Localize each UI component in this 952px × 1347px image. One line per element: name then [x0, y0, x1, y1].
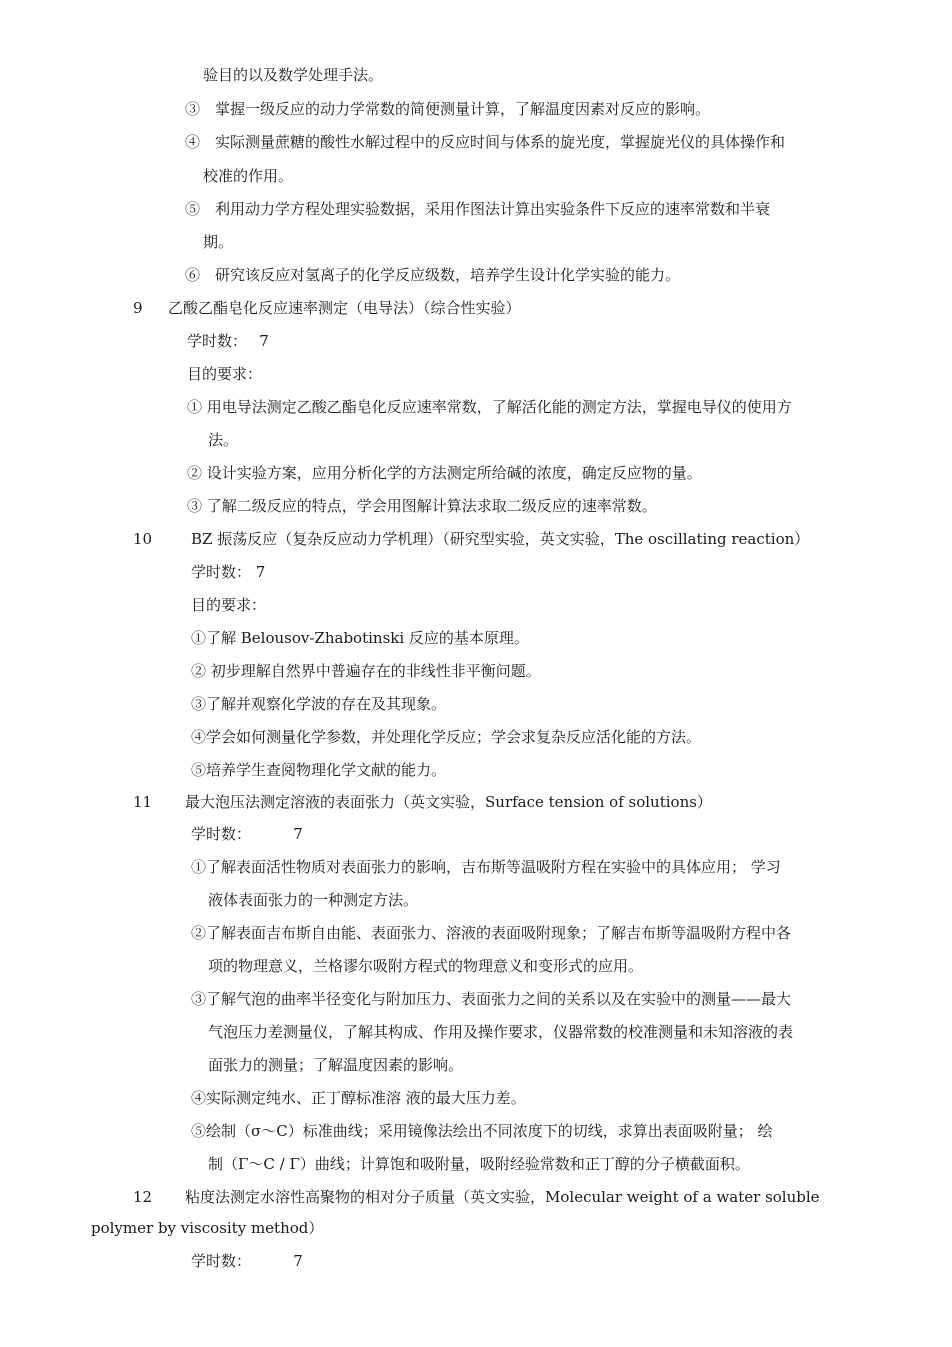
section-title: 粘度法测定水溶性高聚物的相对分子质量（英文实验，Molecular weight of a water soluble [185, 1188, 820, 1206]
section-number: 11 [133, 793, 153, 811]
text-line: 期。 [203, 233, 234, 251]
objective-item: ③ 了解二级反应的特点，学会用图解计算法求取二级反应的速率常数。 [187, 497, 657, 515]
hours-line: 学时数： 7 [191, 1252, 303, 1270]
requirements-heading: 目的要求： [187, 365, 263, 383]
objective-item: ② 初步理解自然界中普遍存在的非线性非平衡问题。 [191, 662, 541, 680]
text-line: polymer by viscosity method） [91, 1219, 324, 1237]
objective-item: ④学会如何测量化学参数，并处理化学反应；学会求复杂反应活化能的方法。 [191, 728, 702, 746]
section-title: 乙酸乙酯皂化反应速率测定（电导法）（综合性实验） [168, 299, 521, 317]
objective-item: ①了解 Belousov-Zhabotinski 反应的基本原理。 [191, 629, 529, 647]
objective-item: ③了解气泡的曲率半径变化与附加压力、表面张力之间的关系以及在实验中的测量——最大 [191, 990, 792, 1008]
section-number: 9 [133, 299, 143, 317]
objective-item: ①了解表面活性物质对表面张力的影响，吉布斯等温吸附方程在实验中的具体应用； 学习 [191, 858, 781, 876]
text-line: 面张力的测量；了解温度因素的影响。 [208, 1056, 464, 1074]
text-line: 法。 [208, 431, 239, 449]
objective-item: ① 用电导法测定乙酸乙酯皂化反应速率常数，了解活化能的测定方法，掌握电导仪的使用方 [187, 398, 792, 416]
text-line: 液体表面张力的一种测定方法。 [208, 891, 419, 909]
text-line: 校准的作用。 [203, 167, 294, 185]
section-title: 最大泡压法测定溶液的表面张力（英文实验，Surface tension of solutions） [185, 793, 712, 811]
objective-item: ⑤绘制（σ～C）标准曲线；采用镜像法绘出不同浓度下的切线，求算出表面吸附量； 绘 [191, 1122, 773, 1140]
objective-item: ⑤培养学生查阅物理化学文献的能力。 [191, 761, 447, 779]
objective-item: ③了解并观察化学波的存在及其现象。 [191, 695, 447, 713]
text-line: 气泡压力差测量仪，了解其构成、作用及操作要求，仪器常数的校准测量和未知溶液的表 [208, 1023, 794, 1041]
section-number: 10 [133, 530, 153, 548]
objective-item: ④实际测定纯水、正丁醇标准溶 液的最大压力差。 [191, 1089, 526, 1107]
objective-item: ③ 掌握一级反应的动力学常数的简便测量计算，了解温度因素对反应的影响。 [185, 100, 711, 118]
objective-item: ④ 实际测量蔗糖的酸性水解过程中的反应时间与体系的旋光度，掌握旋光仪的具体操作和 [185, 133, 786, 151]
objective-item: ⑤ 利用动力学方程处理实验数据，采用作图法计算出实验条件下反应的速率常数和半衰 [185, 200, 771, 218]
objective-item: ②了解表面吉布斯自由能、表面张力、溶液的表面吸附现象；了解吉布斯等温吸附方程中各 [191, 924, 792, 942]
text-line: 制（Γ～C / Γ）曲线；计算饱和吸附量，吸附经验常数和正丁醇的分子横截面积。 [208, 1155, 750, 1173]
text-line: 验目的以及数学处理手法。 [203, 66, 384, 84]
requirements-heading: 目的要求： [191, 596, 267, 614]
hours-line: 学时数： 7 [187, 332, 269, 350]
section-title: BZ 振荡反应（复杂反应动力学机理）（研究型实验，英文实验，The oscillating reaction） [191, 530, 810, 548]
section-number: 12 [133, 1188, 153, 1206]
objective-item: ② 设计实验方案，应用分析化学的方法测定所给碱的浓度，确定反应物的量。 [187, 464, 702, 482]
hours-line: 学时数： 7 [191, 563, 266, 581]
hours-line: 学时数： 7 [191, 825, 303, 843]
objective-item: ⑥ 研究该反应对氢离子的化学反应级数，培养学生设计化学实验的能力。 [185, 266, 681, 284]
text-line: 项的物理意义，兰格谬尔吸附方程式的物理意义和变形式的应用。 [208, 957, 644, 975]
